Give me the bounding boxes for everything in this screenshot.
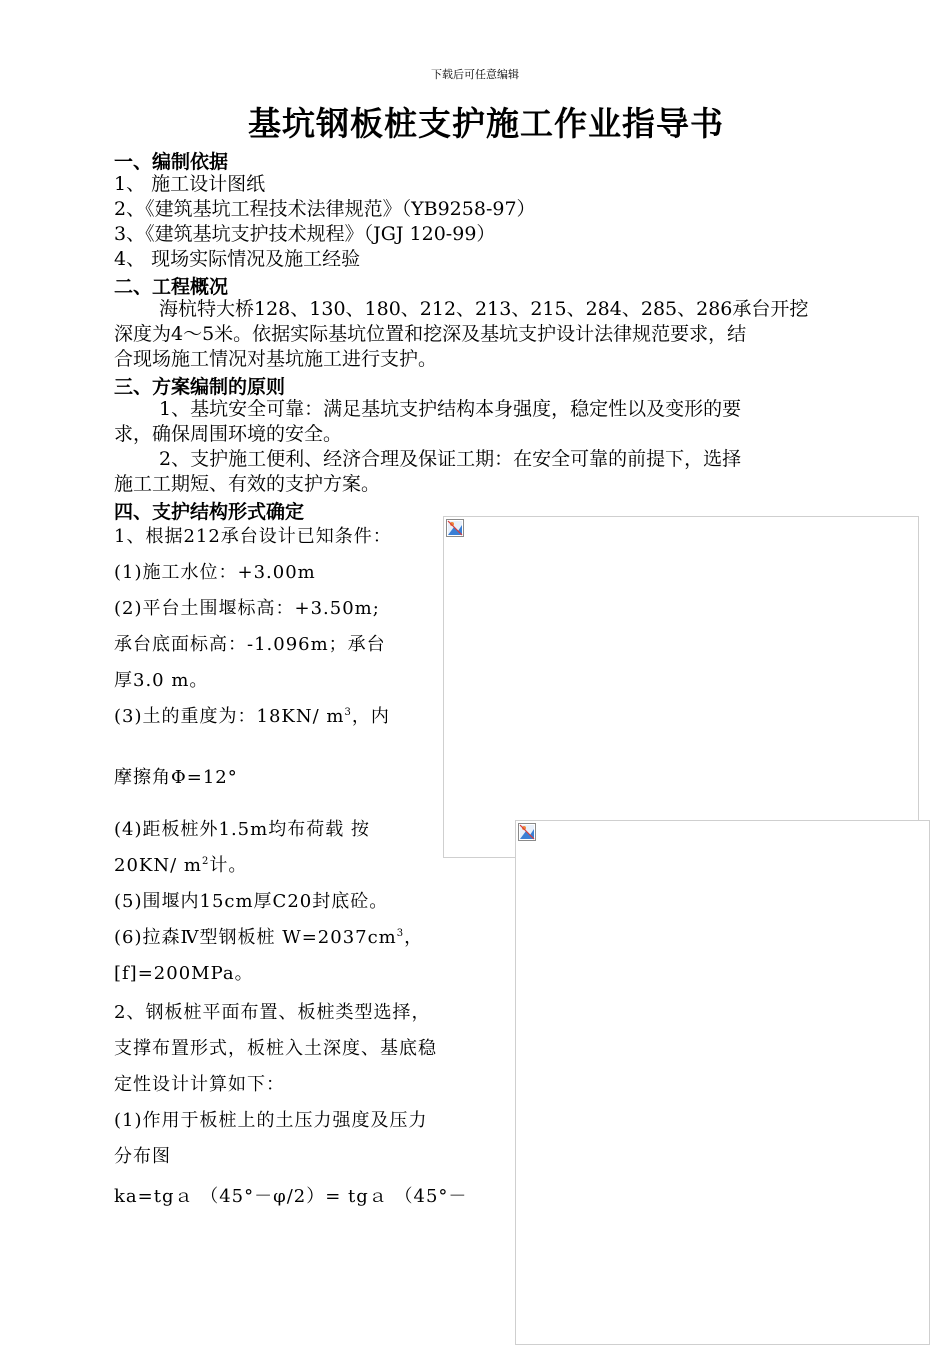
sec4-line: 厚3.0 m。 <box>114 670 209 691</box>
section-2-heading: 二、工程概况 <box>114 276 229 298</box>
header-note: 下载后可任意编辑 <box>431 68 519 81</box>
sec4-line-density: (3)土的重度为：18KN/ $m^3$，内 <box>114 706 390 727</box>
sec4-line: (2)平台土围堰标高：+3.50m; <box>114 598 380 619</box>
sec2-line: 合现场施工情况对基坑施工进行支护。 <box>114 348 438 370</box>
sec3-line: 施工工期短、有效的支护方案。 <box>114 473 381 495</box>
sec2-line: 海杭特大桥128、130、180、212、213、215、284、285、286承台开挖 <box>159 298 809 320</box>
sec2-line: 深度为4～5米。依据实际基坑位置和挖深及基坑支护设计法律规范要求，结 <box>114 323 747 345</box>
sec1-item: 2、《建筑基坑工程技术法律规范》（YB9258-97） <box>114 198 536 220</box>
sec1-item: 4、 现场实际情况及施工经验 <box>114 248 361 270</box>
sec4-line: 1、根据212承台设计已知条件： <box>114 526 392 547</box>
sec4-line: (1)施工水位：+3.00m <box>114 562 316 583</box>
sec4-line: 摩擦角Φ=12° <box>114 767 238 788</box>
sec4-line: 分布图 <box>114 1146 171 1167</box>
sec4-line: (5)围堰内15cm厚C20封底砼。 <box>114 891 389 912</box>
sec4-line: [f]=200MPa。 <box>114 963 254 984</box>
sec4-line-modulus: (6)拉森Ⅳ型钢板桩 $W=2037cm^3$， <box>114 927 424 948</box>
sec4-line-formula: ka=tgａ （45°－φ/2）= tgａ （45°－ <box>114 1186 468 1207</box>
document-title: 基坑钢板桩支护施工作业指导书 <box>248 104 724 143</box>
sec3-line: 求，确保周围环境的安全。 <box>114 423 343 445</box>
section-3-heading: 三、方案编制的原则 <box>114 376 286 398</box>
sec4-line: 2、钢板桩平面布置、板桩类型选择， <box>114 1002 431 1023</box>
sec3-line: 1、基坑安全可靠：满足基坑支护结构本身强度，稳定性以及变形的要 <box>159 398 742 420</box>
broken-image-icon <box>518 823 536 841</box>
sec4-line: 支撑布置形式，板桩入土深度、基底稳 <box>114 1038 437 1059</box>
image-placeholder-1 <box>443 516 919 858</box>
sec3-line: 2、支护施工便利、经济合理及保证工期：在安全可靠的前提下，选择 <box>159 448 742 470</box>
sec4-line-load: 20KN/ $m^2$计。 <box>114 855 248 876</box>
section-1-heading: 一、编制依据 <box>114 151 229 173</box>
image-placeholder-2 <box>515 820 930 1345</box>
sec1-item: 3、《建筑基坑支护技术规程》（JGJ 120-99） <box>114 223 496 245</box>
sec1-item: 1、 施工设计图纸 <box>114 173 266 195</box>
sec4-line: (4)距板桩外1.5m均布荷载 按 <box>114 819 370 840</box>
section-4-heading: 四、支护结构形式确定 <box>114 501 305 523</box>
broken-image-icon <box>446 519 464 537</box>
sec4-line: (1)作用于板桩上的土压力强度及压力 <box>114 1110 428 1131</box>
sec4-line: 定性设计计算如下： <box>114 1074 285 1095</box>
sec4-line: 承台底面标高：-1.096m；承台 <box>114 634 386 655</box>
